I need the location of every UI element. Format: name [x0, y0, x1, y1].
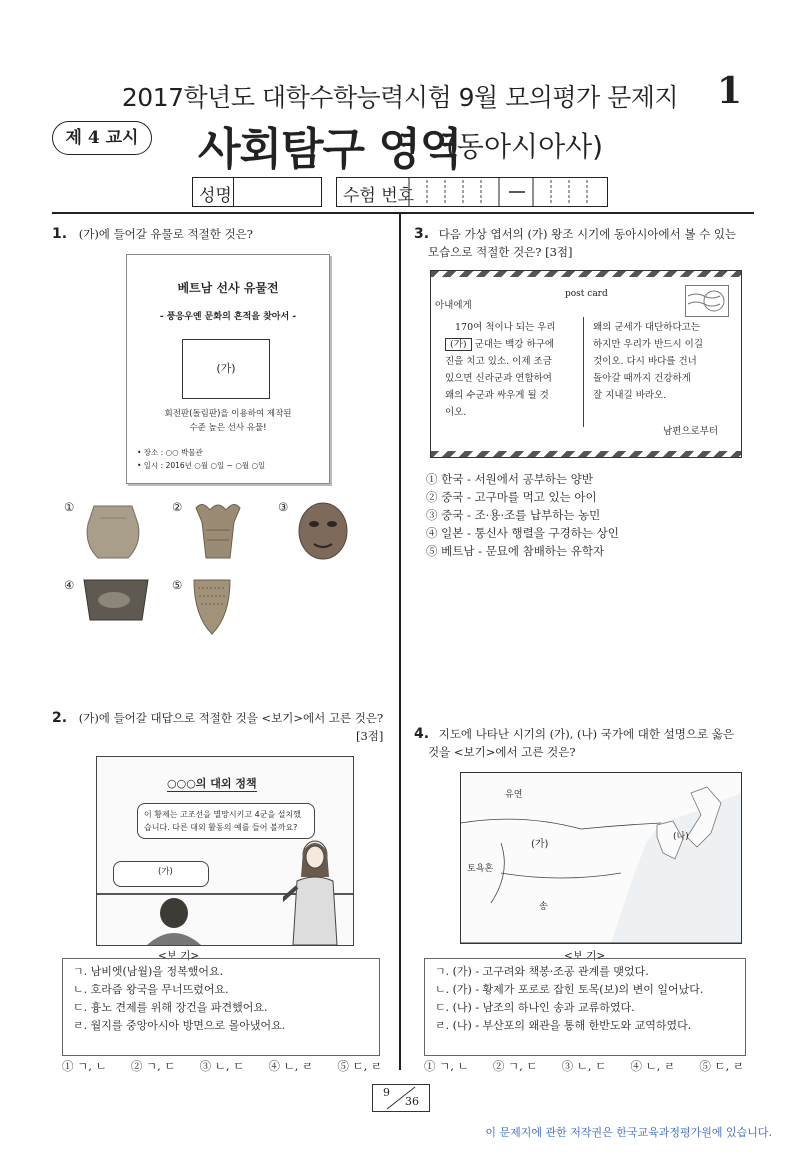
map-graphic [461, 773, 741, 943]
exam-number-label: 수험 번호 [343, 186, 415, 206]
poster-desc-2: 수준 높은 선사 유물! [189, 423, 267, 433]
q4-bogi-item: ㄹ. (나) - 부산포의 왜관을 통해 한반도와 교역하였다. [435, 1019, 692, 1032]
postcard-border-top [431, 271, 741, 277]
q2-bogi-box [62, 958, 380, 1056]
q4-answer-1[interactable]: ① ㄱ, ㄴ [424, 1059, 469, 1073]
postcard-divider [583, 317, 584, 427]
q2-bogi-item: ㄷ. 흉노 견제를 위해 장건을 파견했어요. [73, 1001, 268, 1014]
q1-choice-2-label[interactable]: ② [172, 500, 183, 514]
q4-answer-5[interactable]: ⑤ ㄷ, ㄹ [699, 1059, 744, 1073]
map-label-ga: (가) [531, 839, 549, 850]
question-1-text: (가)에 들어갈 유물로 적절한 것은? [78, 227, 253, 241]
map-label-song: 송 [539, 902, 548, 912]
q2-bogi-title: <보 기> [158, 950, 200, 962]
q2-answer-choices [62, 1058, 382, 1074]
postcard-left-text: 170여 척이나 되는 우리 (가) 군대는 백강 하구에 진을 치고 있소. 이제 조금 있으면 신라군과 연합하여 왜의 수군과 싸우게 될 것 이오. [445, 322, 556, 418]
student-speech-bubble: (가) [113, 861, 209, 887]
q2-bogi-item: ㄱ. 남비엣(남월)을 정복했어요. [73, 965, 224, 978]
q3-choices [426, 470, 619, 560]
postcard-label: post card [565, 289, 608, 299]
q3-choice-3[interactable]: ③ 중국 - 조·용·조를 납부하는 농민 [426, 508, 601, 522]
name-field[interactable] [192, 177, 322, 207]
q2-bogi-item: ㄹ. 월지를 중앙아시아 방면으로 몰아냈어요. [73, 1019, 286, 1032]
q4-answer-2[interactable]: ② ㄱ, ㄷ [492, 1059, 538, 1073]
question-2-points: [3점] [356, 729, 384, 743]
page-counter [372, 1084, 430, 1112]
board-title: ○○○의 대외 정책 [167, 777, 257, 790]
question-4 [414, 724, 734, 744]
question-1-number: 1. [52, 226, 68, 242]
q4-bogi-item: ㄷ. (나) - 남조의 하나인 송과 교류하였다. [435, 1001, 635, 1014]
teacher-figure [283, 837, 347, 945]
poster-subtitle: - 풍응우옌 문화의 흔적을 찾아서 - [159, 312, 297, 322]
teacher-speech-bubble: 이 황제는 고조선을 멸망시키고 4군을 설치했습니다. 다른 대외 활동의 예를 들어 볼까요? [137, 803, 315, 839]
q4-answer-choices [424, 1058, 744, 1074]
poster-title: 베트남 선사 유물전 [177, 281, 279, 295]
exam-number-field[interactable] [336, 177, 608, 207]
poster-date: • 일시 : 2016년 ○월 ○일 ~ ○월 ○일 [137, 461, 266, 470]
poster-blank-box: (가) [182, 339, 270, 399]
exam-title: 2017학년도 대학수학능력시험 9월 모의평가 문제지 [121, 83, 679, 112]
map-label-yuyan: 유연 [505, 790, 523, 800]
question-3-text-2: 모습으로 적절한 것은? [3점] [428, 245, 573, 259]
subject-subtitle: (동아시아사) [446, 130, 604, 163]
map-label-tuyuhun: 토욕혼 [467, 864, 494, 874]
page-counter-current: 9 [383, 1086, 390, 1099]
copyright-notice: 이 문제지에 관한 저작권은 한국교육과정평가원에 있습니다. [485, 1126, 772, 1139]
q4-bogi-title: <보 기> [564, 950, 606, 962]
q3-choice-1[interactable]: ① 한국 - 서원에서 공부하는 양반 [426, 472, 593, 486]
east-asia-map [460, 772, 742, 944]
q2-answer-2[interactable]: ② ㄱ, ㄷ [130, 1059, 176, 1073]
column-divider [399, 214, 401, 1070]
poster-place: • 장소 : ○○ 박물관 [137, 448, 203, 457]
exam-number-grid [337, 178, 607, 206]
q1-choice-1-label[interactable]: ① [64, 500, 75, 514]
postcard-signature: 남편으로부터 [663, 426, 719, 437]
period-badge: 제 4 교시 [52, 121, 152, 155]
q4-bogi-item: ㄴ. (가) - 황제가 포로로 잡힌 토목(보)의 변이 일어났다. [435, 983, 704, 996]
page-number: 1 [716, 70, 742, 112]
postcard [430, 270, 742, 458]
postcard-right-text: 왜의 군세가 대단하다고는 하지만 우리가 반드시 이길 것이오. 다시 바다를 건너 돌아갈 때까지 건강하게 잘 지내길 바라오. [593, 322, 704, 401]
question-3-text-1: 다음 가상 엽서의 (가) 왕조 시기에 동아시아에서 볼 수 있는 [438, 227, 737, 241]
q1-choice-4-label[interactable]: ④ [64, 578, 75, 592]
q2-bogi-item: ㄴ. 호라즘 왕국을 무너뜨렸어요. [73, 983, 229, 996]
name-label: 성명 [199, 186, 232, 206]
subject-title: 사회탐구 영역 [198, 124, 462, 175]
q3-choice-4[interactable]: ④ 일본 - 통신사 행렬을 구경하는 상인 [426, 526, 619, 540]
page-counter-total: 36 [405, 1095, 419, 1108]
postcard-border-bottom [431, 451, 741, 457]
q2-answer-4[interactable]: ④ ㄴ, ㄹ [268, 1059, 314, 1073]
q2-answer-1[interactable]: ① ㄱ, ㄴ [62, 1059, 107, 1073]
q4-bogi-item: ㄱ. (가) - 고구려와 책봉·조공 관계를 맺었다. [435, 965, 649, 978]
q2-answer-3[interactable]: ③ ㄴ, ㄷ [199, 1059, 245, 1073]
mask-image[interactable] [294, 500, 352, 562]
classroom-illustration [96, 756, 354, 946]
question-3-number: 3. [414, 226, 430, 242]
q1-choice-5-label[interactable]: ⑤ [172, 578, 183, 592]
question-2-text: (가)에 들어갈 대답으로 적절한 것을 <보기>에서 고른 것은? [78, 711, 384, 725]
question-1 [52, 224, 253, 244]
flame-pottery-image[interactable] [188, 500, 248, 562]
bronze-vessel-image[interactable] [80, 576, 152, 624]
comb-pottery-image[interactable] [190, 576, 234, 638]
header-rule [52, 212, 754, 214]
q2-answer-5[interactable]: ⑤ ㄷ, ㄹ [337, 1059, 382, 1073]
q3-choice-5[interactable]: ⑤ 베트남 - 문묘에 참배하는 유학자 [426, 544, 605, 558]
postcard-salutation: 아내에게 [435, 300, 472, 311]
q1-choice-3-label[interactable]: ③ [278, 500, 289, 514]
question-4-text-2: 것을 <보기>에서 고른 것은? [428, 745, 576, 759]
q3-choice-2[interactable]: ② 중국 - 고구마를 먹고 있는 아이 [426, 490, 597, 504]
question-2-number: 2. [52, 710, 68, 726]
stamp-icon [685, 285, 729, 317]
map-label-na: (나) [673, 832, 689, 842]
q4-answer-4[interactable]: ④ ㄴ, ㄹ [630, 1059, 676, 1073]
exhibition-poster [126, 254, 330, 484]
pottery-jar-image[interactable] [80, 500, 146, 562]
q4-answer-3[interactable]: ③ ㄴ, ㄷ [561, 1059, 607, 1073]
question-3 [414, 224, 736, 244]
question-4-text-1: 지도에 나타난 시기의 (가), (나) 국가에 대한 설명으로 옳은 [438, 727, 734, 741]
question-2 [52, 708, 383, 728]
poster-desc-1: 회전판(돌림판)을 이용하여 제작된 [164, 409, 292, 419]
student-figure [139, 897, 209, 945]
question-4-number: 4. [414, 726, 430, 742]
q4-bogi-box [424, 958, 746, 1056]
